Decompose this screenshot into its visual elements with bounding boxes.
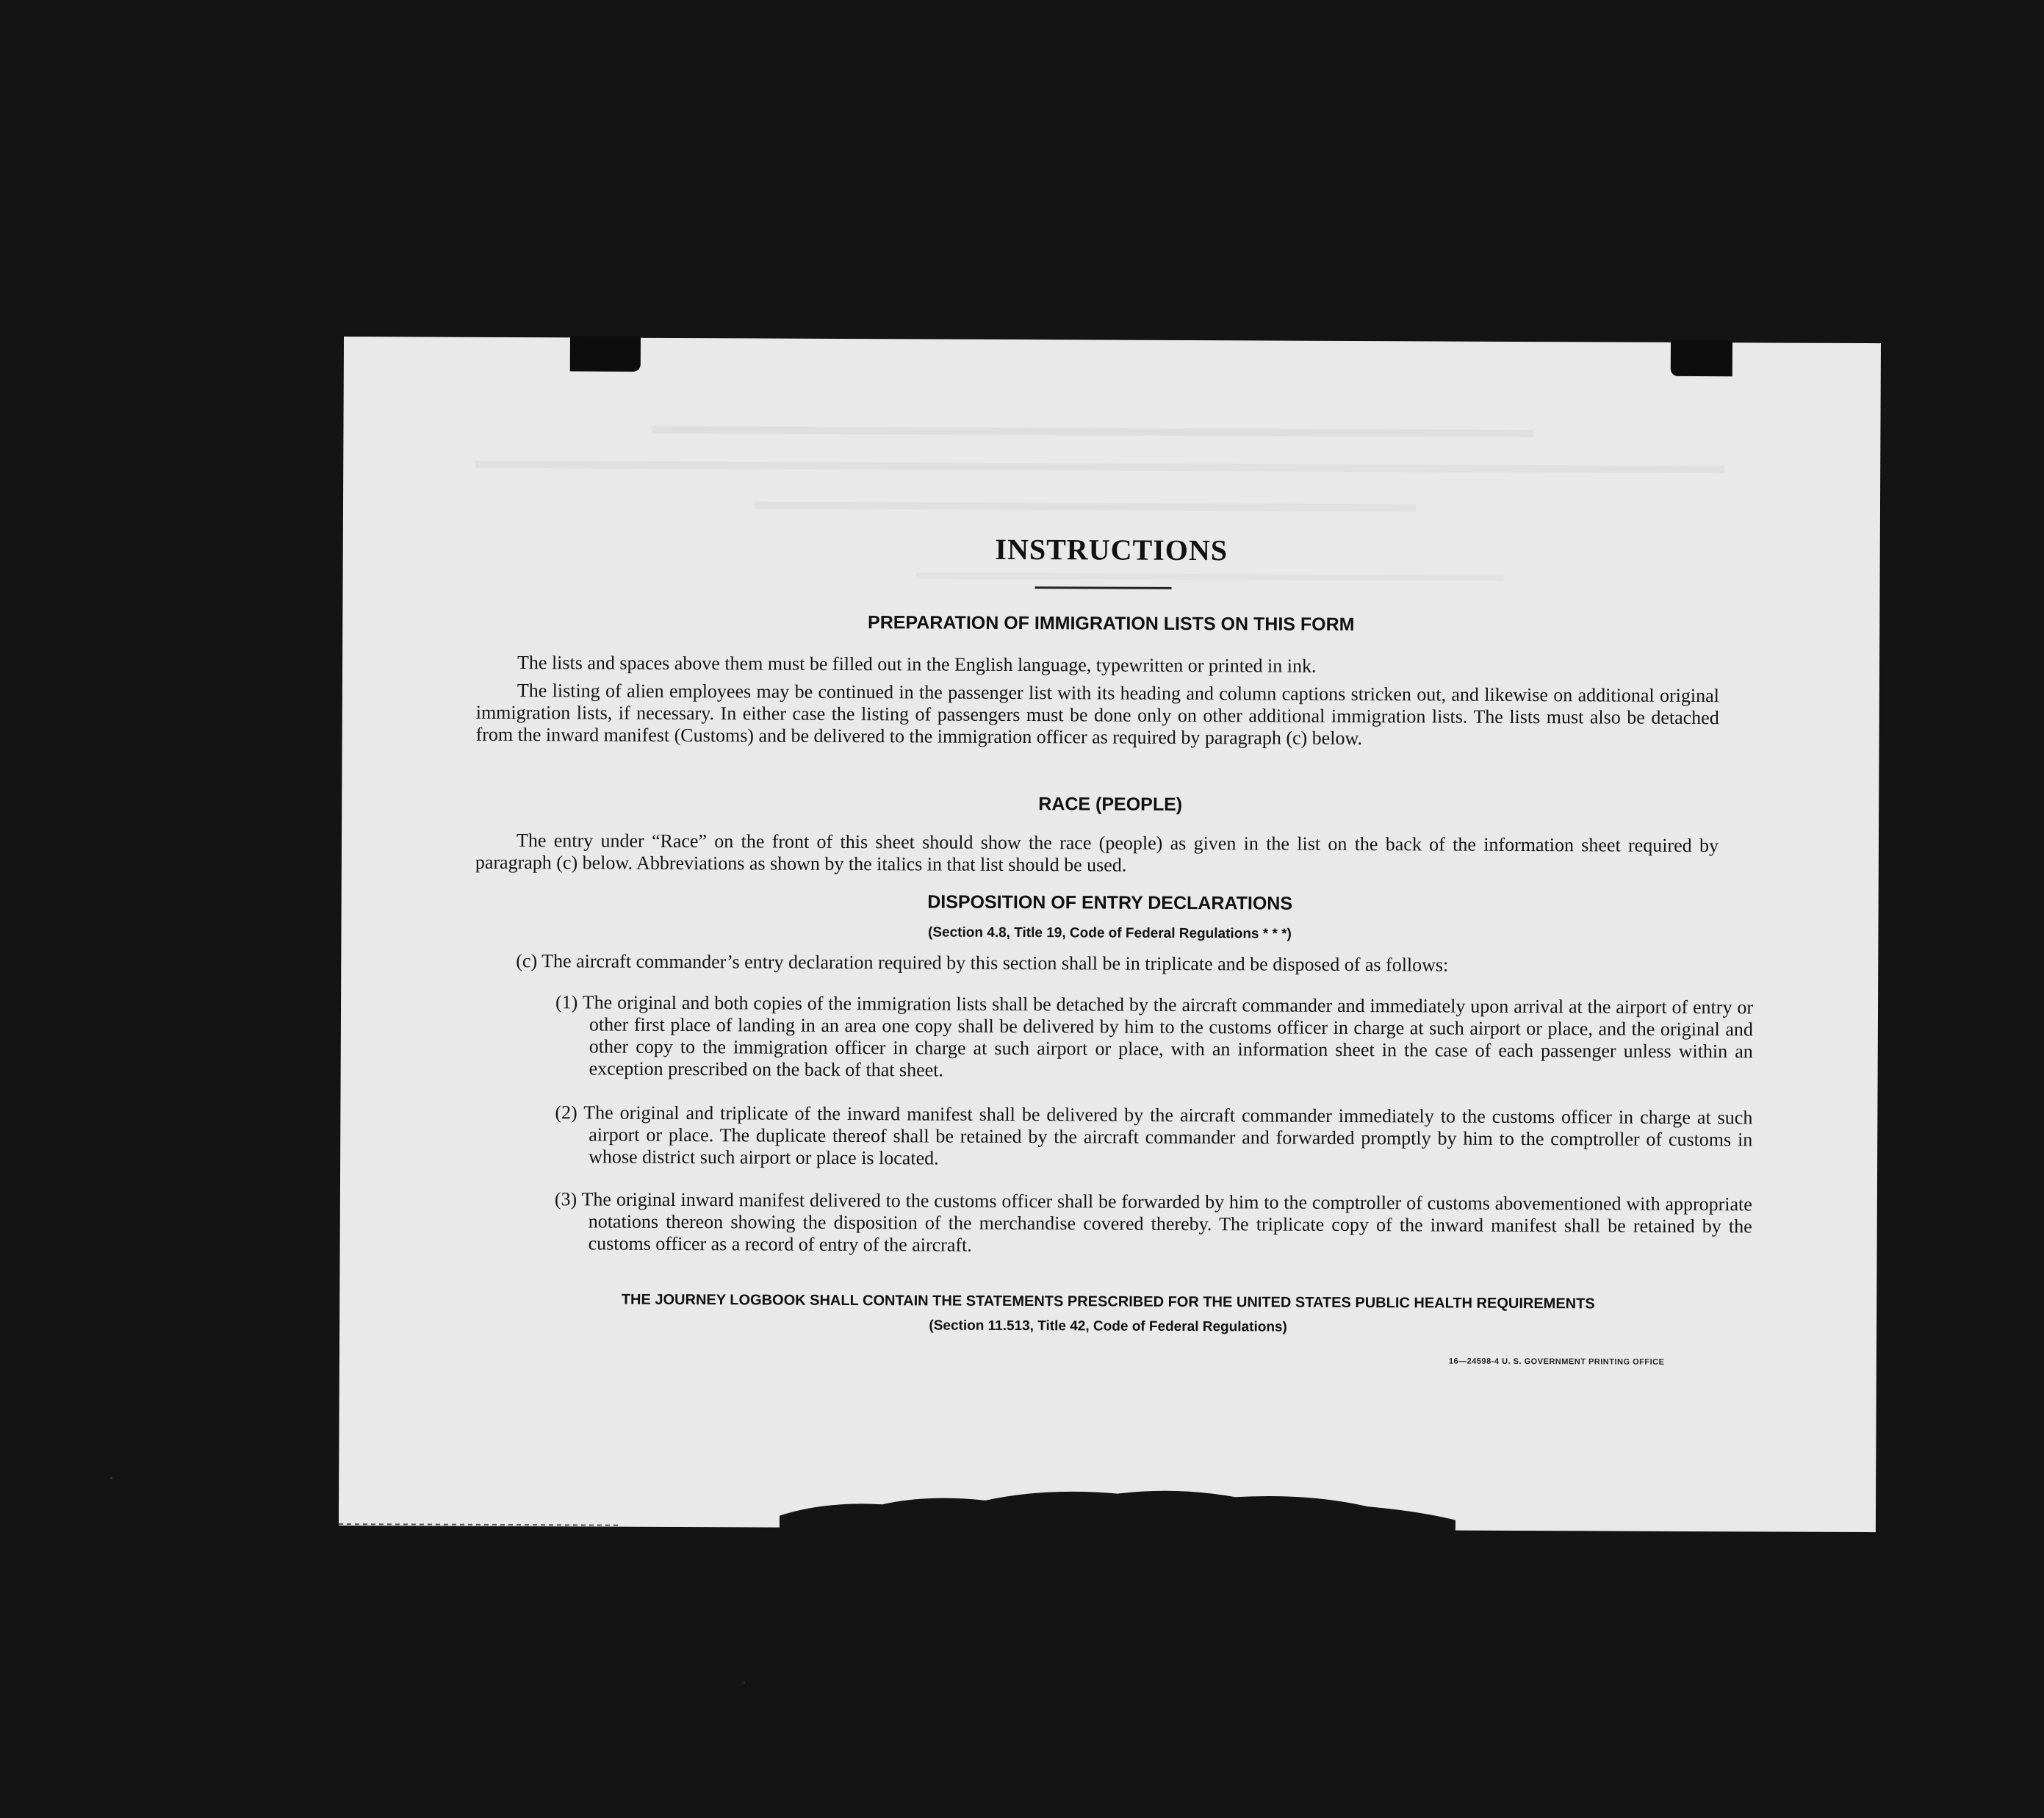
logbook-statement: THE JOURNEY LOGBOOK SHALL CONTAIN THE STATEMENTS PRESCRIBED FOR THE UNITED STATES PUBLIC HEALTH REQUIREMENTS	[621, 1291, 1595, 1312]
paragraph-language: The lists and spaces above them must be filled out in the English language, typewritten or printed in ink.	[517, 652, 1317, 677]
section-heading-race: RACE (PEOPLE)	[1038, 794, 1183, 815]
paragraph-listing: The listing of alien employees may be continued in the passenger list with its heading and column captions stricken out, and likewise on additional original immigration lists, if necessary. In either case the listing of passengers must be done only on other additional immigration lists. The lists must also be detached from the inward manifest (Customs) and be delivered to the immigration officer as required by paragraph (c) below.	[475, 680, 1719, 750]
document-sheet	[339, 337, 1881, 1532]
printer-mark: 16—24598-4 U. S. GOVERNMENT PRINTING OFFICE	[1448, 1357, 1665, 1367]
torn-bottom-edge	[339, 1470, 1876, 1535]
list-item-2: (2) The original and triplicate of the inward manifest shall be delivered by the aircraft commander immediately to the customs officer in charge at such airport or place. The duplicate thereof shall be retained by the aircraft commander and forwarded promptly by him to the comptroller of customs in whose district such airport or place is located.	[555, 1102, 1753, 1169]
bleed-through	[916, 572, 1504, 581]
bleed-through	[755, 501, 1416, 511]
section-heading-disposition: DISPOSITION OF ENTRY DECLARATIONS	[927, 891, 1293, 914]
title-underline	[1035, 586, 1172, 589]
dust-speck	[110, 1477, 112, 1479]
binding-tab	[1671, 341, 1732, 376]
section-heading-preparation: PREPARATION OF IMMIGRATION LISTS ON THIS FORM	[867, 612, 1355, 636]
dust-speck	[742, 1681, 745, 1684]
paragraph-race: The entry under “Race” on the front of this sheet should show the race (people) as given in the list on the back of the information sheet required by paragraph (c) below. Abbreviations as shown by the italics in that list should be used.	[475, 830, 1719, 876]
list-item-3: (3) The original inward manifest delivered to the customs officer shall be forwarded by him to the comptroller of customs abovementioned with appropriate notations thereon showing the disposition of the merchandise covered thereby. The triplicate copy of the inward manifest shall be retained by the customs officer as a record of entry of the aircraft.	[554, 1188, 1752, 1256]
footer-reference: (Section 11.513, Title 42, Code of Federal Regulations)	[929, 1318, 1287, 1335]
paragraph-c-intro: (c) The aircraft commander’s entry declaration required by this section shall be in triplicate and be disposed of as follows:	[516, 950, 1449, 976]
bleed-through	[475, 461, 1724, 473]
list-item-1: (1) The original and both copies of the immigration lists shall be detached by the aircraft commander and immediately upon arrival at the airport of entry or other first place of landing in an area one copy shall be delivered by him to the customs officer in charge at such airport or place, and the original and other copy to the immigration officer in charge at such airport or place, with an information sheet in the case of each passenger unless within an exception prescribed on the back of that sheet.	[555, 991, 1754, 1081]
regulation-reference: (Section 4.8, Title 19, Code of Federal Regulations * * *)	[928, 924, 1292, 942]
page-title: INSTRUCTIONS	[995, 532, 1228, 567]
binding-tab	[570, 336, 641, 371]
bleed-through	[652, 426, 1533, 437]
